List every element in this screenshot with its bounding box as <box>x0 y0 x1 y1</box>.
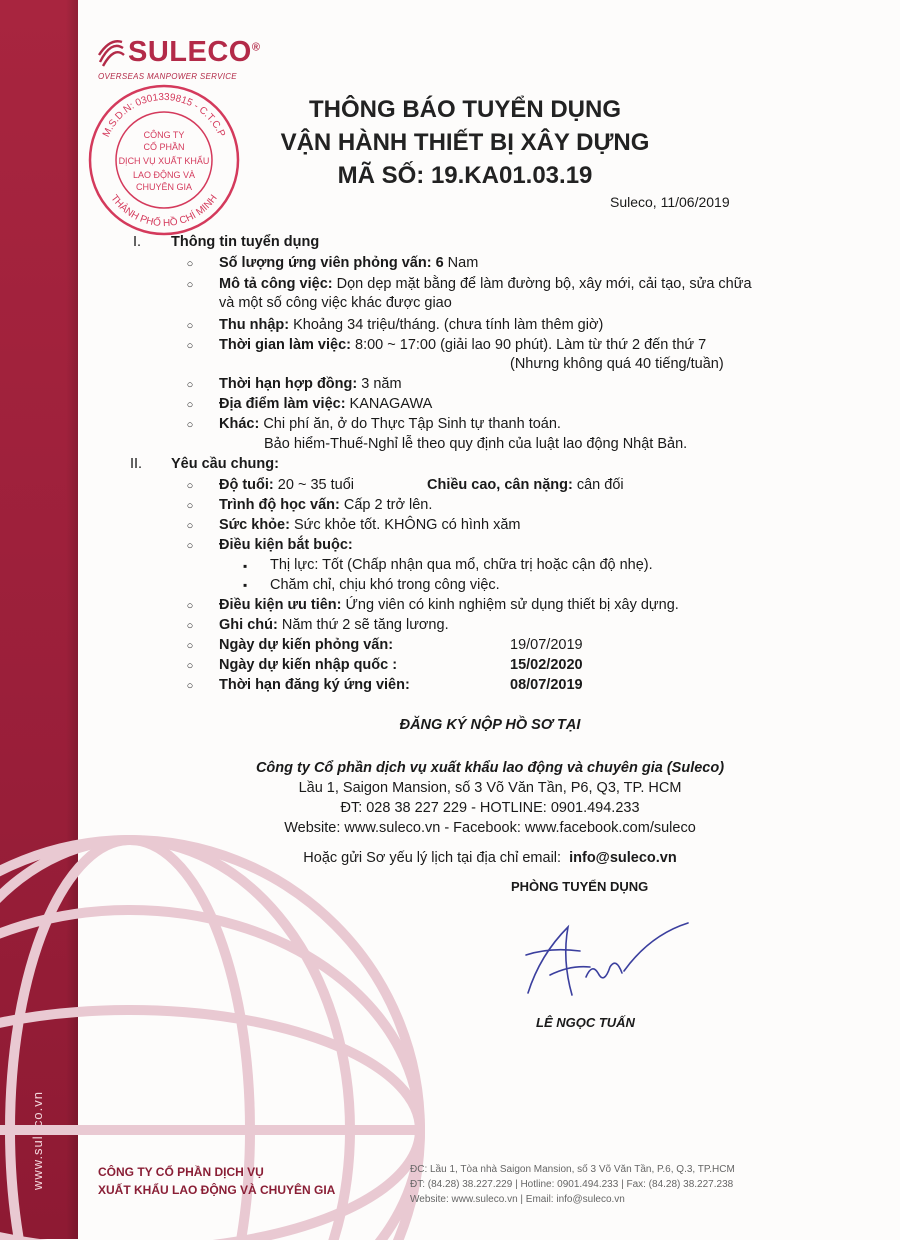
bullet-icon: ○ <box>186 399 194 411</box>
section-2-title: Yêu cầu chung: <box>171 456 279 472</box>
svg-text:CỔ PHẦN: CỔ PHẦN <box>143 142 185 152</box>
list-item: Thu nhập: Khoảng 34 triệu/tháng. (chưa tính làm thêm giờ) <box>219 317 604 333</box>
sub-list-item: Chăm chỉ, chịu khó trong công việc. <box>270 577 500 593</box>
list-item: Điều kiện ưu tiên: Ứng viên có kinh nghiệm sử dụng thiết bị xây dựng. <box>219 597 679 613</box>
bullet-icon: ○ <box>186 680 194 692</box>
svg-text:THÀNH PHỐ HỒ CHÍ MINH: THÀNH PHỐ HỒ CHÍ MINH <box>108 192 220 230</box>
job-code: MÃ SỐ: 19.KA01.03.19 <box>337 162 593 189</box>
svg-text:CÔNG TY: CÔNG TY <box>143 130 185 140</box>
list-item: Khác: Chi phí ăn, ở do Thực Tập Sinh tự thanh toán. <box>219 416 561 432</box>
bullet-icon: ○ <box>186 320 194 332</box>
logo-name: SULECO® <box>128 36 261 68</box>
bullet-icon: ○ <box>186 340 194 352</box>
bullet-icon: ○ <box>186 419 194 431</box>
department-name: PHÒNG TUYỂN DỤNG <box>511 879 649 894</box>
footer-phone: ĐT: (84.28) 38.227.229 | Hotline: 0901.494.233 | Fax: (84.28) 38.227.238 <box>410 1179 734 1190</box>
entry-date-value: 15/02/2020 <box>510 657 583 673</box>
logo-subtitle: OVERSEAS MANPOWER SERVICE <box>98 72 237 81</box>
sidebar-url: www.suleco.vn <box>30 1091 45 1190</box>
company-stamp <box>86 82 242 238</box>
signature <box>520 915 690 1005</box>
signer-name: LÊ NGỌC TUẤN <box>536 1015 635 1030</box>
footer-web: Website: www.suleco.vn | Email: info@suleco.vn <box>410 1194 625 1205</box>
footer-company-line2: XUẤT KHẨU LAO ĐỘNG VÀ CHUYÊN GIA <box>98 1183 336 1197</box>
list-item: Ghi chú: Năm thứ 2 sẽ tăng lương. <box>219 617 449 633</box>
bullet-icon: ○ <box>186 620 194 632</box>
list-item: Mô tả công việc: Dọn dẹp mặt bằng để làm đường bộ, xây mới, cải tạo, sửa chữa <box>219 276 752 292</box>
square-bullet-icon: ▪ <box>243 559 248 573</box>
list-item: Địa điểm làm việc: KANAGAWA <box>219 396 433 412</box>
logo-mark-icon <box>96 38 126 68</box>
bullet-icon: ○ <box>186 279 194 291</box>
page-subtitle: VẬN HÀNH THIẾT BỊ XÂY DỰNG <box>280 129 650 156</box>
list-item: Số lượng ứng viên phỏng vấn: 6 Nam <box>219 255 479 271</box>
list-item: Thời gian làm việc: 8:00 ~ 17:00 (giải lao 90 phút). Làm từ thứ 2 đến thứ 7 <box>219 337 707 353</box>
list-item-cont: (Nhưng không quá 40 tiếng/tuần) <box>510 356 724 372</box>
company-phone: ĐT: 028 38 227 229 - HOTLINE: 0901.494.233 <box>340 800 640 816</box>
bullet-icon: ○ <box>186 500 194 512</box>
deadline-value: 08/07/2019 <box>510 677 583 693</box>
email-link[interactable]: info@suleco.vn <box>569 850 677 866</box>
page-title: THÔNG BÁO TUYỂN DỤNG <box>309 96 621 123</box>
section-1-number: I. <box>133 234 142 250</box>
svg-text:LAO ĐỘNG VÀ: LAO ĐỘNG VÀ <box>132 170 196 180</box>
sub-list-item: Thị lực: Tốt (Chấp nhận qua mổ, chữa trị hoặc cận độ nhẹ). <box>270 557 653 573</box>
company-name: Công ty Cổ phần dịch vụ xuất khẩu lao động và chuyên gia (Suleco) <box>255 760 725 776</box>
footer-company-line1: CÔNG TY CỔ PHẦN DỊCH VỤ <box>98 1165 264 1179</box>
section-1-title: Thông tin tuyển dụng <box>171 234 320 250</box>
svg-text:CHUYÊN GIA: CHUYÊN GIA <box>135 182 193 192</box>
email-line: Hoặc gửi Sơ yếu lý lịch tại địa chỉ email: info@suleco.vn <box>303 850 677 866</box>
footer-address: ĐC: Lầu 1, Tòa nhà Saigon Mansion, số 3 Võ Văn Tần, P.6, Q.3, TP.HCM <box>410 1164 735 1175</box>
bullet-icon: ○ <box>186 640 194 652</box>
company-address: Lầu 1, Saigon Mansion, số 3 Võ Văn Tần, P6, Q3, TP. HCM <box>298 780 682 796</box>
interview-date-label: Ngày dự kiến phỏng vấn: <box>219 637 394 653</box>
list-item: Trình độ học vấn: Cấp 2 trở lên. <box>219 497 433 513</box>
interview-date-value: 19/07/2019 <box>510 637 583 653</box>
list-item-cont: Bảo hiểm-Thuế-Nghỉ lễ theo quy định của luật lao động Nhật Bản. <box>264 436 688 452</box>
list-item: Điều kiện bắt buộc: <box>219 537 353 553</box>
register-heading: ĐĂNG KÝ NỘP HỒ SƠ TẠI <box>399 717 581 733</box>
list-item: Sức khỏe: Sức khỏe tốt. KHÔNG có hình xăm <box>219 517 521 533</box>
list-item: Độ tuổi: 20 ~ 35 tuổi <box>219 477 354 493</box>
bullet-icon: ○ <box>186 379 194 391</box>
deadline-label: Thời hạn đăng ký ứng viên: <box>219 677 410 693</box>
square-bullet-icon: ▪ <box>243 578 248 592</box>
issue-date: Suleco, 11/06/2019 <box>610 194 730 210</box>
svg-text:M.S.D.N: 0301339815 - C.T.C.P: M.S.D.N: 0301339815 - C.T.C.P <box>100 91 228 139</box>
section-2-number: II. <box>130 456 143 472</box>
list-item-cont: và một số công việc khác được giao <box>219 295 452 311</box>
bullet-icon: ○ <box>186 258 194 270</box>
bullet-icon: ○ <box>186 480 194 492</box>
list-item: Thời hạn hợp đồng: 3 năm <box>219 376 402 392</box>
bullet-icon: ○ <box>186 600 194 612</box>
bullet-icon: ○ <box>186 660 194 672</box>
list-item: Chiều cao, cân nặng: cân đối <box>427 477 624 493</box>
company-web: Website: www.suleco.vn - Facebook: www.facebook.com/suleco <box>284 820 696 836</box>
bullet-icon: ○ <box>186 520 194 532</box>
bullet-icon: ○ <box>186 540 194 552</box>
entry-date-label: Ngày dự kiến nhập quốc : <box>219 657 398 673</box>
svg-text:DỊCH VỤ XUẤT KHẨU: DỊCH VỤ XUẤT KHẨU <box>118 156 210 166</box>
